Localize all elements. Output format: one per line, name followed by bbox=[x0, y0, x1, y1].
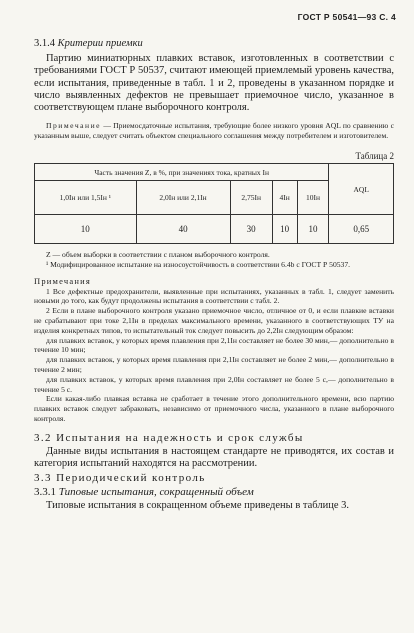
section-3-3-heading: 3.3 Периодический контроль bbox=[34, 472, 206, 485]
table-footnote: ¹ Модифицированное испытание на износоустойчивость в соответствии 6.4b с ГОСТ Р 50537. bbox=[46, 259, 351, 269]
note-paragraph bbox=[34, 121, 394, 141]
note-label: Примечание bbox=[46, 121, 102, 131]
table-2 bbox=[34, 163, 394, 244]
page-content bbox=[34, 38, 394, 513]
table-cell: 10 bbox=[297, 215, 329, 244]
note-2b: для плавких вставок, у которых время плавления при 2,1Iн составляет не более 2 мин,— дополнительно в течение 2 мин; bbox=[34, 355, 394, 375]
note-2d: Если какая-либо плавкая вставка не сработает в течение этого дополнительного времени, всю партию плавких вставок следует забраковать, независимо от приемочного числа, указанного в плане выборочного контроля. bbox=[34, 394, 394, 424]
table-cell: 40 bbox=[136, 215, 230, 244]
table-2-caption: Таблица 2 bbox=[355, 151, 394, 162]
table-col-header: 10Iн bbox=[297, 181, 329, 215]
section-3-1-4-paragraph: Партию миниатюрных плавких вставок, изготовленных в соответствии с требованиями ГОСТ Р 50537, считают имеющей приемлемый уровень качества, если испытания, приведенные в табл. 1 и 2, проведены в указанном порядке и число выявленных дефектов не превышает приемочное число, указанное в соответствующем плане выборочного контроля. bbox=[34, 53, 394, 114]
table-cell: 10 bbox=[272, 215, 297, 244]
section-number: 3.1.4 bbox=[34, 38, 55, 49]
table-span-header: Часть значения Z, в %, при значениях тока, кратных Iн bbox=[35, 164, 329, 181]
section-number: 3.3.1 bbox=[34, 486, 56, 499]
section-title: Типовые испытания, сокращенный объем bbox=[58, 486, 254, 499]
table-cell: 30 bbox=[230, 215, 272, 244]
note-2c: для плавких вставок, у которых время плавления при 2,0Iн составляет не более 5 с,— дополнительно в течение 5 с. bbox=[34, 374, 394, 394]
section-3-3-1-paragraph: Типовые испытания в сокращенном объеме приведены в таблице 3. bbox=[46, 500, 350, 512]
notes-heading: Примечания bbox=[34, 275, 91, 286]
page-header: ГОСТ Р 50541—93 С. 4 bbox=[297, 12, 396, 22]
z-definition: Z — объем выборки в соответствии с планом выборочного контроля. bbox=[46, 250, 270, 260]
table-cell: 10 bbox=[35, 215, 137, 244]
note-2: 2 Если в плане выборочного контроля указано приемочное число, отличное от 0, и если плавкие вставки не срабатывают при токе 2,1Iн в пределах максимального времени, указанного в соответствующих ТУ на изделия конкретных типов, то испытательный ток следует повысить до 2,2Iн следующим образом: bbox=[34, 306, 394, 335]
section-3-1-4-heading bbox=[34, 38, 394, 49]
section-title: Критерии приемки bbox=[57, 38, 143, 49]
note-text: — Приемосдаточные испытания, требующие более низкого уровня AQL по сравнению с указанным выше, следует считать объектом специального соглашения между потребителем и изготовителем. bbox=[34, 121, 394, 141]
table-col-header: 4Iн bbox=[272, 181, 297, 215]
table-col-header: 1,0Iн или 1,5Iн ¹ bbox=[35, 181, 137, 215]
table-cell: 0,65 bbox=[329, 215, 394, 244]
table-col-header: 2,75Iн bbox=[230, 181, 272, 215]
table-aql-header: AQL bbox=[329, 164, 394, 215]
section-3-3-1-heading bbox=[34, 486, 394, 499]
note-2a: для плавких вставок, у которых время плавления при 2,1Iн составляет не более 30 мин,— дополнительно в течение 10 мин; bbox=[34, 335, 394, 355]
note-1: 1 Все дефектные предохранители, выявленные при испытаниях, указанных в табл. 1, следует заменить новыми до того, как будут продолжены испытания в соответствии с табл. 2. bbox=[34, 286, 394, 306]
section-3-2-paragraph: Данные виды испытания в настоящем стандарте не приводятся, их состав и категория испытаний находятся на рассмотрении. bbox=[34, 445, 394, 470]
section-3-2-heading: 3.2 Испытания на надежность и срок службы bbox=[34, 431, 304, 444]
table-col-header: 2,0Iн или 2,1Iн bbox=[136, 181, 230, 215]
